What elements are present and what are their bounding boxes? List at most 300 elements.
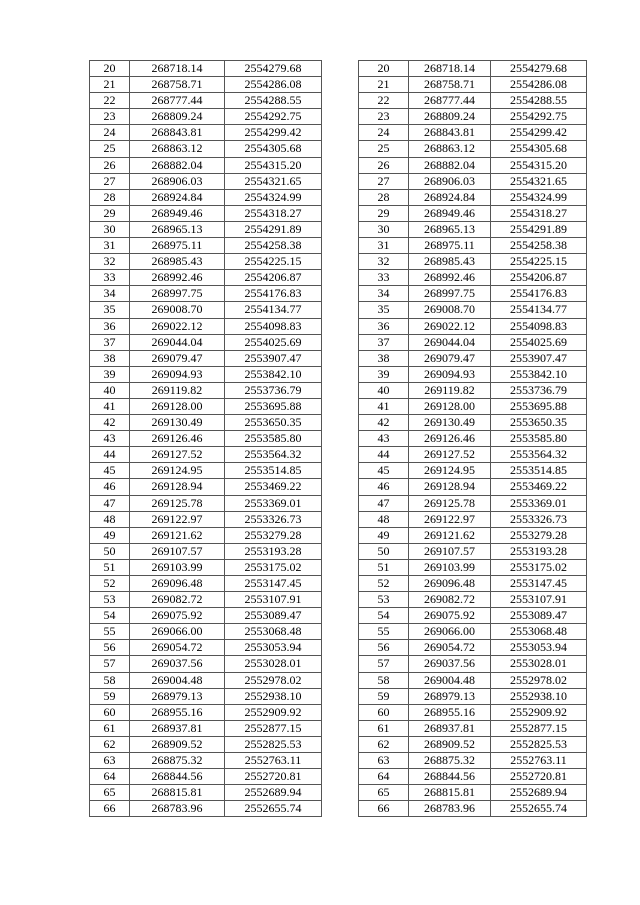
table-row [90, 366, 322, 382]
y-coordinate-cell: 2553585.80 [225, 431, 322, 447]
table-row [90, 109, 322, 125]
x-coordinate-cell: 269066.00 [130, 624, 225, 640]
coordinate-table-right-body [359, 61, 587, 817]
table-row [90, 511, 322, 527]
point-number-cell: 51 [90, 559, 130, 575]
y-coordinate-cell: 2553028.01 [225, 656, 322, 672]
point-number-cell: 20 [90, 61, 130, 77]
x-coordinate-cell: 268844.56 [130, 769, 225, 785]
x-coordinate-cell: 268937.81 [130, 720, 225, 736]
x-coordinate-cell: 269066.00 [409, 624, 491, 640]
point-number-cell: 42 [359, 415, 409, 431]
table-row [90, 334, 322, 350]
point-number-cell: 21 [359, 77, 409, 93]
y-coordinate-cell: 2552763.11 [225, 753, 322, 769]
y-coordinate-cell: 2554025.69 [225, 334, 322, 350]
point-number-cell: 58 [359, 672, 409, 688]
point-number-cell: 50 [90, 543, 130, 559]
table-row [90, 302, 322, 318]
table-row [90, 141, 322, 157]
y-coordinate-cell: 2553514.85 [491, 463, 587, 479]
x-coordinate-cell: 268924.84 [130, 189, 225, 205]
table-row [359, 672, 587, 688]
point-number-cell: 24 [90, 125, 130, 141]
table-row [359, 753, 587, 769]
y-coordinate-cell: 2554134.77 [491, 302, 587, 318]
table-row [359, 302, 587, 318]
y-coordinate-cell: 2553369.01 [225, 495, 322, 511]
table-row [359, 640, 587, 656]
point-number-cell: 41 [359, 398, 409, 414]
x-coordinate-cell: 269122.97 [130, 511, 225, 527]
point-number-cell: 65 [359, 785, 409, 801]
point-number-cell: 26 [90, 157, 130, 173]
y-coordinate-cell: 2554291.89 [491, 221, 587, 237]
table-row [90, 205, 322, 221]
y-coordinate-cell: 2553585.80 [491, 431, 587, 447]
x-coordinate-cell: 268906.03 [409, 173, 491, 189]
point-number-cell: 45 [359, 463, 409, 479]
y-coordinate-cell: 2554258.38 [491, 238, 587, 254]
y-coordinate-cell: 2552978.02 [225, 672, 322, 688]
table-row [90, 61, 322, 77]
x-coordinate-cell: 268955.16 [130, 704, 225, 720]
table-row [359, 769, 587, 785]
y-coordinate-cell: 2552655.74 [491, 801, 587, 817]
x-coordinate-cell: 269094.93 [409, 366, 491, 382]
y-coordinate-cell: 2553068.48 [491, 624, 587, 640]
point-number-cell: 38 [90, 350, 130, 366]
point-number-cell: 20 [359, 61, 409, 77]
point-number-cell: 59 [90, 688, 130, 704]
y-coordinate-cell: 2553842.10 [491, 366, 587, 382]
point-number-cell: 33 [90, 270, 130, 286]
table-row [359, 286, 587, 302]
y-coordinate-cell: 2553469.22 [225, 479, 322, 495]
table-row [90, 608, 322, 624]
x-coordinate-cell: 269004.48 [409, 672, 491, 688]
point-number-cell: 21 [90, 77, 130, 93]
y-coordinate-cell: 2553279.28 [491, 527, 587, 543]
y-coordinate-cell: 2552909.92 [491, 704, 587, 720]
point-number-cell: 36 [359, 318, 409, 334]
point-number-cell: 23 [90, 109, 130, 125]
x-coordinate-cell: 269096.48 [409, 576, 491, 592]
table-row [359, 125, 587, 141]
table-row [90, 769, 322, 785]
x-coordinate-cell: 268997.75 [409, 286, 491, 302]
table-row [90, 173, 322, 189]
y-coordinate-cell: 2553053.94 [225, 640, 322, 656]
point-number-cell: 23 [359, 109, 409, 125]
y-coordinate-cell: 2552877.15 [225, 720, 322, 736]
y-coordinate-cell: 2552909.92 [225, 704, 322, 720]
point-number-cell: 36 [90, 318, 130, 334]
table-row [90, 77, 322, 93]
coordinate-table-left-body [90, 61, 322, 817]
point-number-cell: 48 [359, 511, 409, 527]
point-number-cell: 34 [359, 286, 409, 302]
point-number-cell: 47 [359, 495, 409, 511]
point-number-cell: 28 [359, 189, 409, 205]
table-row [359, 366, 587, 382]
y-coordinate-cell: 2553650.35 [225, 415, 322, 431]
y-coordinate-cell: 2553514.85 [225, 463, 322, 479]
point-number-cell: 37 [359, 334, 409, 350]
x-coordinate-cell: 269128.94 [409, 479, 491, 495]
point-number-cell: 39 [359, 366, 409, 382]
x-coordinate-cell: 268949.46 [409, 205, 491, 221]
table-row [90, 543, 322, 559]
x-coordinate-cell: 269128.00 [409, 398, 491, 414]
y-coordinate-cell: 2553193.28 [225, 543, 322, 559]
table-row [359, 189, 587, 205]
table-row [90, 415, 322, 431]
x-coordinate-cell: 269127.52 [130, 447, 225, 463]
point-number-cell: 34 [90, 286, 130, 302]
point-number-cell: 62 [90, 736, 130, 752]
x-coordinate-cell: 269124.95 [130, 463, 225, 479]
point-number-cell: 52 [90, 576, 130, 592]
x-coordinate-cell: 268979.13 [130, 688, 225, 704]
y-coordinate-cell: 2553907.47 [491, 350, 587, 366]
table-row [90, 382, 322, 398]
table-row [359, 527, 587, 543]
y-coordinate-cell: 2552720.81 [225, 769, 322, 785]
point-number-cell: 41 [90, 398, 130, 414]
table-row [359, 205, 587, 221]
y-coordinate-cell: 2554291.89 [225, 221, 322, 237]
x-coordinate-cell: 269130.49 [130, 415, 225, 431]
table-row [90, 398, 322, 414]
x-coordinate-cell: 269128.94 [130, 479, 225, 495]
y-coordinate-cell: 2553279.28 [225, 527, 322, 543]
table-row [359, 656, 587, 672]
point-number-cell: 61 [359, 720, 409, 736]
point-number-cell: 57 [90, 656, 130, 672]
table-row [359, 559, 587, 575]
x-coordinate-cell: 269119.82 [130, 382, 225, 398]
table-row [359, 785, 587, 801]
table-row [359, 688, 587, 704]
x-coordinate-cell: 269075.92 [130, 608, 225, 624]
y-coordinate-cell: 2554176.83 [491, 286, 587, 302]
y-coordinate-cell: 2553736.79 [491, 382, 587, 398]
table-row [359, 270, 587, 286]
point-number-cell: 46 [359, 479, 409, 495]
y-coordinate-cell: 2554025.69 [491, 334, 587, 350]
x-coordinate-cell: 269004.48 [130, 672, 225, 688]
y-coordinate-cell: 2554206.87 [491, 270, 587, 286]
x-coordinate-cell: 269130.49 [409, 415, 491, 431]
y-coordinate-cell: 2553736.79 [225, 382, 322, 398]
table-row [90, 576, 322, 592]
table-row [359, 576, 587, 592]
y-coordinate-cell: 2552978.02 [491, 672, 587, 688]
point-number-cell: 44 [359, 447, 409, 463]
x-coordinate-cell: 269022.12 [130, 318, 225, 334]
point-number-cell: 60 [359, 704, 409, 720]
point-number-cell: 42 [90, 415, 130, 431]
table-row [359, 736, 587, 752]
x-coordinate-cell: 269082.72 [130, 592, 225, 608]
point-number-cell: 31 [90, 238, 130, 254]
point-number-cell: 49 [359, 527, 409, 543]
y-coordinate-cell: 2554299.42 [225, 125, 322, 141]
table-row [90, 318, 322, 334]
point-number-cell: 56 [90, 640, 130, 656]
point-number-cell: 37 [90, 334, 130, 350]
table-row [90, 656, 322, 672]
y-coordinate-cell: 2552720.81 [491, 769, 587, 785]
x-coordinate-cell: 268758.71 [409, 77, 491, 93]
point-number-cell: 25 [90, 141, 130, 157]
x-coordinate-cell: 268882.04 [130, 157, 225, 173]
y-coordinate-cell: 2553053.94 [491, 640, 587, 656]
y-coordinate-cell: 2553907.47 [225, 350, 322, 366]
table-row [359, 77, 587, 93]
x-coordinate-cell: 269079.47 [130, 350, 225, 366]
x-coordinate-cell: 268777.44 [130, 93, 225, 109]
y-coordinate-cell: 2552938.10 [491, 688, 587, 704]
x-coordinate-cell: 269094.93 [130, 366, 225, 382]
point-number-cell: 47 [90, 495, 130, 511]
x-coordinate-cell: 269103.99 [409, 559, 491, 575]
x-coordinate-cell: 268975.11 [409, 238, 491, 254]
point-number-cell: 35 [90, 302, 130, 318]
y-coordinate-cell: 2553068.48 [225, 624, 322, 640]
point-number-cell: 66 [359, 801, 409, 817]
point-number-cell: 55 [90, 624, 130, 640]
x-coordinate-cell: 269054.72 [130, 640, 225, 656]
table-row [90, 479, 322, 495]
x-coordinate-cell: 269096.48 [130, 576, 225, 592]
y-coordinate-cell: 2553147.45 [491, 576, 587, 592]
table-row [359, 479, 587, 495]
table-row [90, 238, 322, 254]
x-coordinate-cell: 268809.24 [130, 109, 225, 125]
x-coordinate-cell: 268875.32 [130, 753, 225, 769]
point-number-cell: 65 [90, 785, 130, 801]
x-coordinate-cell: 268815.81 [130, 785, 225, 801]
x-coordinate-cell: 269107.57 [409, 543, 491, 559]
x-coordinate-cell: 269126.46 [130, 431, 225, 447]
point-number-cell: 55 [359, 624, 409, 640]
x-coordinate-cell: 269125.78 [409, 495, 491, 511]
y-coordinate-cell: 2554098.83 [491, 318, 587, 334]
y-coordinate-cell: 2553326.73 [225, 511, 322, 527]
x-coordinate-cell: 269126.46 [409, 431, 491, 447]
point-number-cell: 60 [90, 704, 130, 720]
table-row [359, 173, 587, 189]
table-row [90, 125, 322, 141]
table-row [90, 254, 322, 270]
point-number-cell: 22 [90, 93, 130, 109]
y-coordinate-cell: 2553564.32 [491, 447, 587, 463]
point-number-cell: 50 [359, 543, 409, 559]
table-row [90, 688, 322, 704]
table-row [90, 350, 322, 366]
table-row [90, 221, 322, 237]
y-coordinate-cell: 2554286.08 [491, 77, 587, 93]
point-number-cell: 30 [90, 221, 130, 237]
x-coordinate-cell: 269121.62 [130, 527, 225, 543]
table-row [359, 398, 587, 414]
table-row [359, 704, 587, 720]
y-coordinate-cell: 2553175.02 [491, 559, 587, 575]
y-coordinate-cell: 2554292.75 [225, 109, 322, 125]
coordinate-table-left [89, 60, 322, 817]
y-coordinate-cell: 2553326.73 [491, 511, 587, 527]
point-number-cell: 39 [90, 366, 130, 382]
point-number-cell: 43 [90, 431, 130, 447]
point-number-cell: 66 [90, 801, 130, 817]
table-row [90, 447, 322, 463]
point-number-cell: 24 [359, 125, 409, 141]
y-coordinate-cell: 2553564.32 [225, 447, 322, 463]
x-coordinate-cell: 268718.14 [409, 61, 491, 77]
x-coordinate-cell: 269008.70 [130, 302, 225, 318]
table-row [359, 801, 587, 817]
x-coordinate-cell: 269103.99 [130, 559, 225, 575]
y-coordinate-cell: 2554258.38 [225, 238, 322, 254]
y-coordinate-cell: 2554279.68 [225, 61, 322, 77]
y-coordinate-cell: 2553089.47 [491, 608, 587, 624]
table-row [90, 640, 322, 656]
y-coordinate-cell: 2554206.87 [225, 270, 322, 286]
table-row [359, 318, 587, 334]
table-row [90, 801, 322, 817]
point-number-cell: 44 [90, 447, 130, 463]
x-coordinate-cell: 268965.13 [130, 221, 225, 237]
y-coordinate-cell: 2552689.94 [225, 785, 322, 801]
x-coordinate-cell: 268863.12 [130, 141, 225, 157]
y-coordinate-cell: 2553107.91 [491, 592, 587, 608]
x-coordinate-cell: 269037.56 [130, 656, 225, 672]
x-coordinate-cell: 269119.82 [409, 382, 491, 398]
point-number-cell: 51 [359, 559, 409, 575]
point-number-cell: 54 [359, 608, 409, 624]
x-coordinate-cell: 269125.78 [130, 495, 225, 511]
x-coordinate-cell: 268985.43 [409, 254, 491, 270]
y-coordinate-cell: 2554279.68 [491, 61, 587, 77]
y-coordinate-cell: 2554305.68 [491, 141, 587, 157]
y-coordinate-cell: 2554176.83 [225, 286, 322, 302]
x-coordinate-cell: 269054.72 [409, 640, 491, 656]
point-number-cell: 32 [359, 254, 409, 270]
table-row [359, 608, 587, 624]
x-coordinate-cell: 268924.84 [409, 189, 491, 205]
table-row [359, 624, 587, 640]
x-coordinate-cell: 269075.92 [409, 608, 491, 624]
table-row [359, 238, 587, 254]
table-row [359, 141, 587, 157]
point-number-cell: 56 [359, 640, 409, 656]
y-coordinate-cell: 2553369.01 [491, 495, 587, 511]
table-row [359, 109, 587, 125]
y-coordinate-cell: 2553089.47 [225, 608, 322, 624]
point-number-cell: 30 [359, 221, 409, 237]
y-coordinate-cell: 2553695.88 [491, 398, 587, 414]
y-coordinate-cell: 2554318.27 [491, 205, 587, 221]
x-coordinate-cell: 268965.13 [409, 221, 491, 237]
table-row [90, 672, 322, 688]
y-coordinate-cell: 2552689.94 [491, 785, 587, 801]
y-coordinate-cell: 2553147.45 [225, 576, 322, 592]
y-coordinate-cell: 2553650.35 [491, 415, 587, 431]
table-row [90, 624, 322, 640]
table-row [90, 704, 322, 720]
point-number-cell: 59 [359, 688, 409, 704]
x-coordinate-cell: 268906.03 [130, 173, 225, 189]
x-coordinate-cell: 268783.96 [409, 801, 491, 817]
x-coordinate-cell: 268875.32 [409, 753, 491, 769]
point-number-cell: 22 [359, 93, 409, 109]
table-row [359, 720, 587, 736]
table-row [90, 753, 322, 769]
point-number-cell: 53 [90, 592, 130, 608]
table-row [359, 61, 587, 77]
x-coordinate-cell: 269044.04 [409, 334, 491, 350]
x-coordinate-cell: 268979.13 [409, 688, 491, 704]
x-coordinate-cell: 269022.12 [409, 318, 491, 334]
point-number-cell: 49 [90, 527, 130, 543]
table-row [90, 592, 322, 608]
point-number-cell: 63 [359, 753, 409, 769]
y-coordinate-cell: 2554324.99 [225, 189, 322, 205]
table-row [90, 463, 322, 479]
x-coordinate-cell: 269107.57 [130, 543, 225, 559]
table-row [90, 431, 322, 447]
point-number-cell: 46 [90, 479, 130, 495]
y-coordinate-cell: 2554098.83 [225, 318, 322, 334]
table-row [90, 720, 322, 736]
point-number-cell: 54 [90, 608, 130, 624]
point-number-cell: 38 [359, 350, 409, 366]
x-coordinate-cell: 268985.43 [130, 254, 225, 270]
y-coordinate-cell: 2554321.65 [491, 173, 587, 189]
table-row [90, 286, 322, 302]
y-coordinate-cell: 2552938.10 [225, 688, 322, 704]
coordinate-table-right [358, 60, 587, 817]
x-coordinate-cell: 268975.11 [130, 238, 225, 254]
table-row [359, 334, 587, 350]
y-coordinate-cell: 2553107.91 [225, 592, 322, 608]
point-number-cell: 35 [359, 302, 409, 318]
x-coordinate-cell: 268863.12 [409, 141, 491, 157]
y-coordinate-cell: 2553193.28 [491, 543, 587, 559]
table-row [90, 93, 322, 109]
x-coordinate-cell: 269128.00 [130, 398, 225, 414]
point-number-cell: 53 [359, 592, 409, 608]
y-coordinate-cell: 2554324.99 [491, 189, 587, 205]
x-coordinate-cell: 269082.72 [409, 592, 491, 608]
y-coordinate-cell: 2552763.11 [491, 753, 587, 769]
y-coordinate-cell: 2552825.53 [225, 736, 322, 752]
x-coordinate-cell: 269037.56 [409, 656, 491, 672]
x-coordinate-cell: 269122.97 [409, 511, 491, 527]
x-coordinate-cell: 268718.14 [130, 61, 225, 77]
table-row [90, 270, 322, 286]
point-number-cell: 26 [359, 157, 409, 173]
x-coordinate-cell: 268843.81 [130, 125, 225, 141]
y-coordinate-cell: 2554134.77 [225, 302, 322, 318]
table-row [359, 93, 587, 109]
point-number-cell: 28 [90, 189, 130, 205]
table-row [359, 447, 587, 463]
y-coordinate-cell: 2553175.02 [225, 559, 322, 575]
point-number-cell: 48 [90, 511, 130, 527]
